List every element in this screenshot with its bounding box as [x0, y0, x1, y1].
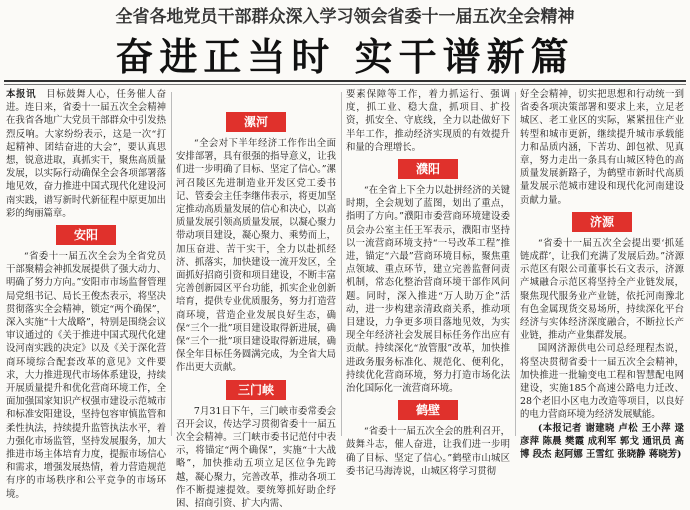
lead-text: 目标鼓舞人心，任务催人奋进。连日来，省委十一届五次全会精神在我省各地广大党员干部群众中引发热烈反响。大家纷纷表示，这是一次“打起精神、团结奋进的大会”，要认真思想，锐意进取，真抓实干，聚焦高质量发展，以实际行动确保全会各项部署落地见效，奋力推进中国式现代化建设河南实践，谱写新时代新征程中原更加出彩的绚丽篇章。	[6, 89, 166, 219]
paragraph-continued: 好全会精神，切实把思想和行动统一到省委各项决策部署和要求上来，立足老城区、老工业区的实际，紧紧扭住产业转型和城市更新，继续提升城市承载能力和品质内涵，下苦功、卸包袱、见真章，努力走出一条具有山城区特色的高质量发展新路子，为鹤壁市新时代高质量发展示范城市建设和现代化河南建设贡献力量。	[520, 89, 684, 206]
paragraph-hebi: “省委十一届五次全会的胜利召开，鼓舞斗志，催人奋进，让我们进一步明确了目标、坚定了信心。”鹤壁市山城区委书记马海涛说，山城区将学习贯彻	[346, 426, 510, 477]
article-column-3	[346, 88, 510, 477]
column-divider	[171, 92, 172, 436]
dateline: 本报讯	[6, 89, 37, 100]
main-headline: 奋进正当时 实干谱新篇	[115, 35, 575, 79]
headline-rule-thin	[4, 84, 686, 85]
section-label-hebi: 鹤壁	[398, 400, 458, 420]
article-column-2	[176, 88, 336, 510]
reporter-byline: (本报记者 谢建晓 卢松 王小萍 逯彦萍 陈晨 樊霞 成利军 郭戈 通讯员 高博 段杰 赵阿娜 王雪红 张晓静 蒋晓芳)	[520, 422, 684, 461]
column-divider	[341, 92, 342, 436]
paragraph-anyang: “省委十一届五次全会为全省党员干部聚精会神抓发展提供了强大动力、明确了努力方向。”安阳市市场监督管理局党组书记、局长王俊杰表示，将坚决贯彻落实全会精神，锁定“两个确保”，深入实施“十大战略”，特别是围绕会议审议通过的《关于推进中国式现代化建设河南实践的决定》以及《关于深化营商环境综合配套改革的意见》文件要求，大力推进现代市场体系建设，持续开展质量提升和优化营商环境工作，全面加强国家知识产权强市建设示范城市和标准安阳建设，坚持包容审慎监管和柔性执法，持续提升监管执法水平，着力强化市场监管，坚持发展服务，加大推进市场主体培育力度，提振市场信心和需求，增强发展热情，着力营造规范有序的市场秩序和公平竞争的市场环境。	[6, 251, 166, 500]
section-label-anyang: 安阳	[56, 225, 116, 245]
section-label-puyang: 濮阳	[398, 159, 458, 179]
paragraph-sanmenxia: 7月31日下午，三门峡市委常委会召开会议，传达学习贯彻省委十一届五次全会精神。三门峡市委书记范付中表示，将锚定“两个确保”，实施“十大战略”，加快推动五项立足区位争先跨越，凝心聚力，完善改革，推动各项工作不断提速提效。要统筹抓好助企纾困、招商引资、扩大内需、	[176, 405, 336, 510]
column-divider	[515, 92, 516, 436]
lead-paragraph	[6, 88, 166, 220]
kicker-headline: 全省各地党员干部群众深入学习领会省委十一届五次全会精神	[115, 7, 575, 27]
paragraph-luohe: “全会对下半年经济工作作出全面安排部署，具有很强的指导意义，让我们进一步明确了目标、坚定了信心。”漯河召陵区先进制造业开发区党工委书记、管委会主任李继伟表示，将更加坚定推动高质量发展的信心和决心，以高质量发展引领高质量发展，以凝心聚力带动项目建设，凝心聚力、乘势而上，加压奋进、苦干实干，全力以赴抓经济、抓落实，加快建设一流开发区，全面抓好招商引资和项目建设，不断丰富完善创新园区平台功能，抓实企业创新培育，提供专业优质服务，努力打造营商环境，营造企业发展良好生态，确保“三个一批”项目建设取得新进展，确保“三个一批”项目建设取得新进展，确保全年目标任务圆满完成，为全省大局作出更大贡献。	[176, 138, 336, 374]
article-column-1	[6, 88, 166, 500]
paragraph-jiyuan-power: 国网济源供电公司总经理程杰说，将坚决贯彻省委十一届五次全会精神，加快推进一批输变电工程和智慧配电网建设，实施185个高速公路电力迁改、28个老旧小区电力改造等项目，以良好的电力营商环境为经济发展赋能。	[520, 343, 684, 421]
paragraph-puyang: “在全省上下全力以赴拼经济的关键时期，全会规划了蓝图，划出了重点，指明了方向。”濮阳市委营商环境建设委员会办公室主任王军表示，濮阳市坚持以一流营商环境支持“一号改革工程”推进，锚定“六最”营商环境目标，聚焦重点领域、重点环节，建立完善监督问责机制，常态化整治营商环境干部作风问题。同时，深入推进“万人助万企”活动，进一步构建亲清政商关系，推动项目建设，力争更多项目落地见效，为实现全年经济社会发展目标任务作出应有贡献。持续深化“放管服”改革，加快推进政务服务标准化、规范化、便利化，持续优化营商环境，努力打造市场化法治化国际化一流营商环境。	[346, 185, 510, 395]
section-label-jiyuan: 济源	[572, 212, 632, 232]
headline-rule	[4, 80, 686, 82]
paragraph-continued: 要素保障等工作，着力抓运行、强调度，抓工业、稳大盘，抓项目、扩投资，抓安全、守底线，全力以赴做好下半年工作，推动经济实现质的有效提升和量的合理增长。	[346, 89, 510, 153]
article-column-4	[520, 88, 684, 461]
section-label-sanmenxia: 三门峡	[226, 380, 286, 400]
paragraph-jiyuan: “省委十一届五次全会提出要‘抓延链成群’，让我们充满了发展后劲。”济源示范区有限公司董事长石文表示，济源产城融合示范区将坚持全产业链发展，聚焦现代服务业产业链，依托河南豫北有色金属现货交易场所，持续深化平台经济与实体经济深度融合，不断拉长产业链，推动产业集群发展。	[520, 237, 684, 342]
section-label-luohe: 漯河	[226, 112, 286, 132]
